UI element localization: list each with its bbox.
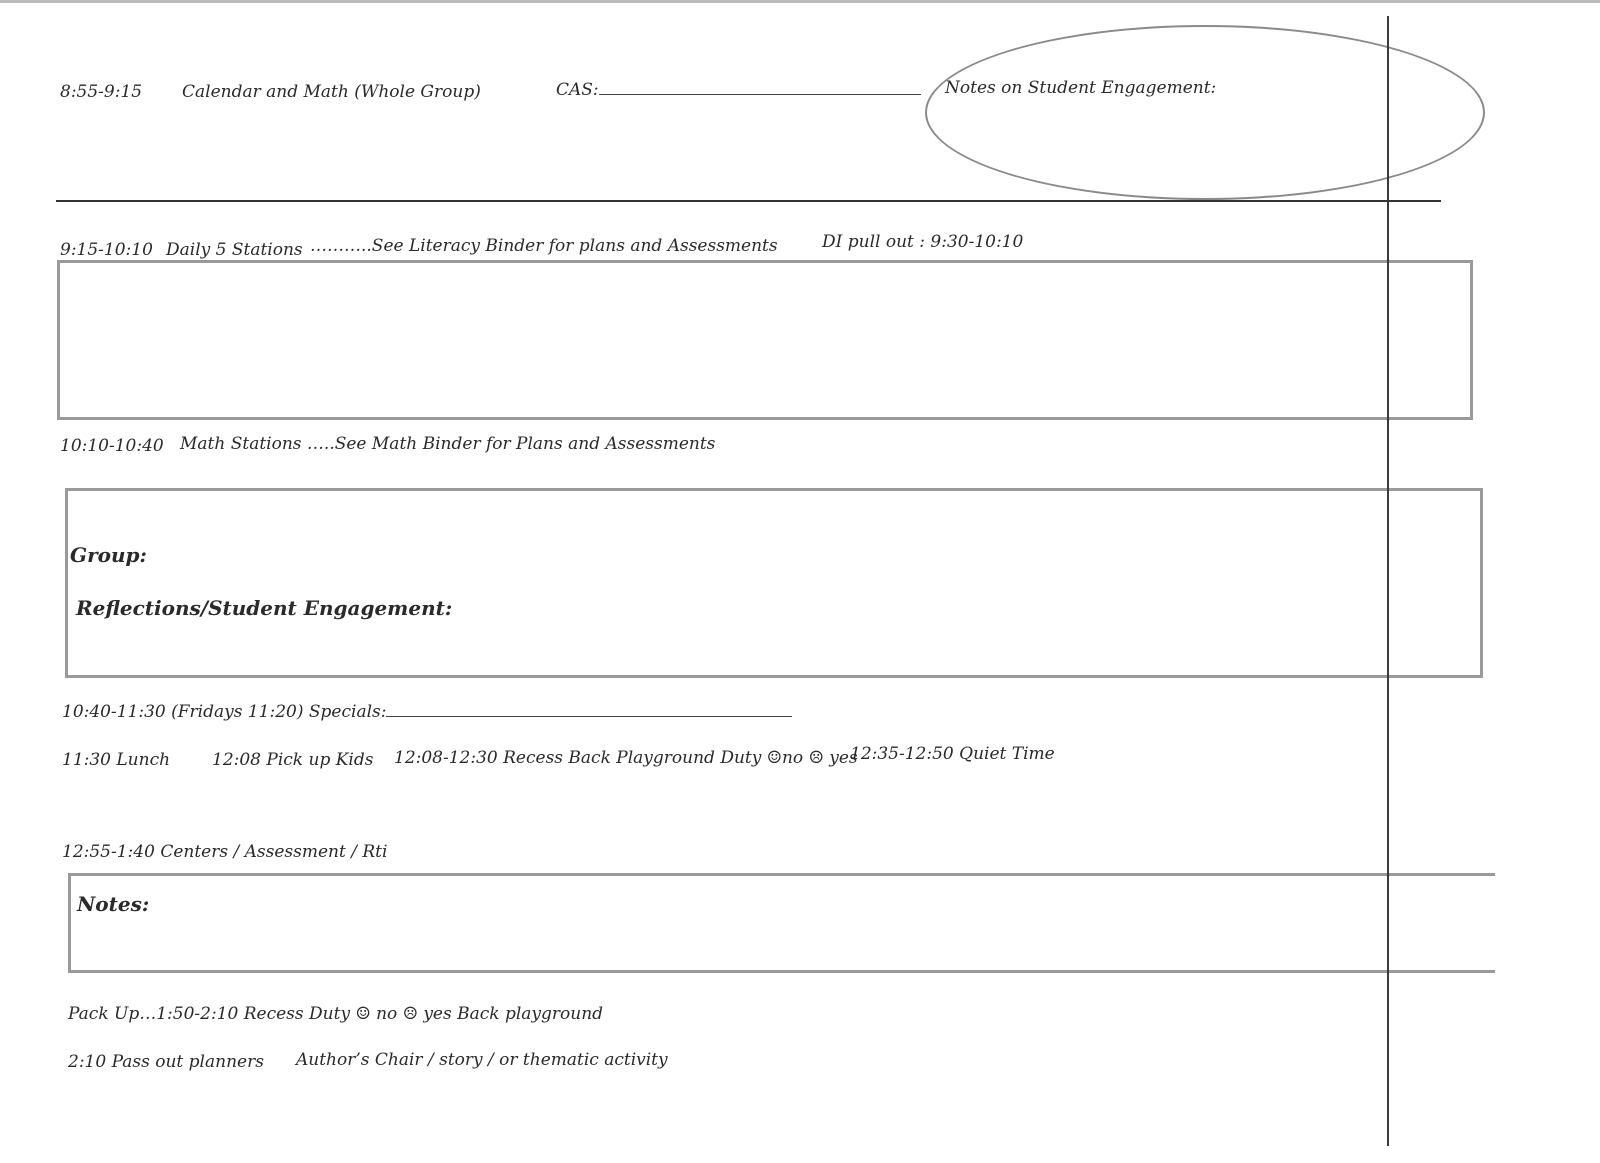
cas-field: [556, 80, 921, 100]
engagement-notes-oval: [925, 25, 1485, 200]
specials-label: 10:40-11:30 (Fridays 11:20) Specials:: [62, 702, 387, 722]
notes-engagement-label: Notes on Student Engagement:: [945, 78, 1217, 98]
specials-line: [62, 702, 792, 722]
math-stations-label: Math Stations …..See Math Binder for Plans and Assessments: [180, 434, 716, 454]
notes-label: Notes:: [77, 892, 150, 916]
reflections-label: Reflections/Student Engagement:: [76, 596, 453, 620]
centers-label: 12:55-1:40 Centers / Assessment / Rti: [62, 842, 388, 862]
section-divider: [56, 200, 1441, 202]
daily5-binder-note: ………..See Literacy Binder for plans and Assessments: [310, 236, 778, 256]
scan-top-edge: [0, 0, 1600, 3]
cas-blank-line: [599, 80, 921, 95]
authors-chair: Author’s Chair / story / or thematic activity: [296, 1050, 668, 1070]
specials-blank-line: [386, 702, 792, 717]
recess-duty-label: 12:08-12:30 Recess Back Playground Duty ☺no ☹ yes: [394, 748, 858, 768]
pickup-label: 12:08 Pick up Kids: [212, 750, 374, 770]
calendar-label: Calendar and Math (Whole Group): [182, 82, 481, 102]
lunch-label: 11:30 Lunch: [62, 750, 171, 770]
di-pullout: DI pull out : 9:30-10:10: [822, 232, 1024, 252]
quiet-time-label: 12:35-12:50 Quiet Time: [850, 744, 1055, 764]
scan-vertical-line: [1387, 16, 1389, 1146]
pass-out-planners: 2:10 Pass out planners: [68, 1052, 264, 1072]
daily5-notes-box: [57, 260, 1473, 420]
packup-label: Pack Up…1:50-2:10 Recess Duty ☺ no ☹ yes Back playground: [68, 1004, 604, 1024]
daily5-label: Daily 5 Stations: [166, 240, 303, 260]
math-stations-time: 10:10-10:40: [60, 436, 164, 456]
daily5-time: 9:15-10:10: [60, 240, 153, 260]
group-label: Group:: [70, 543, 147, 567]
centers-notes-box: [68, 873, 1495, 973]
cas-label: CAS:: [556, 80, 599, 100]
math-stations-box: [65, 488, 1483, 678]
calendar-time: 8:55-9:15: [60, 82, 143, 102]
